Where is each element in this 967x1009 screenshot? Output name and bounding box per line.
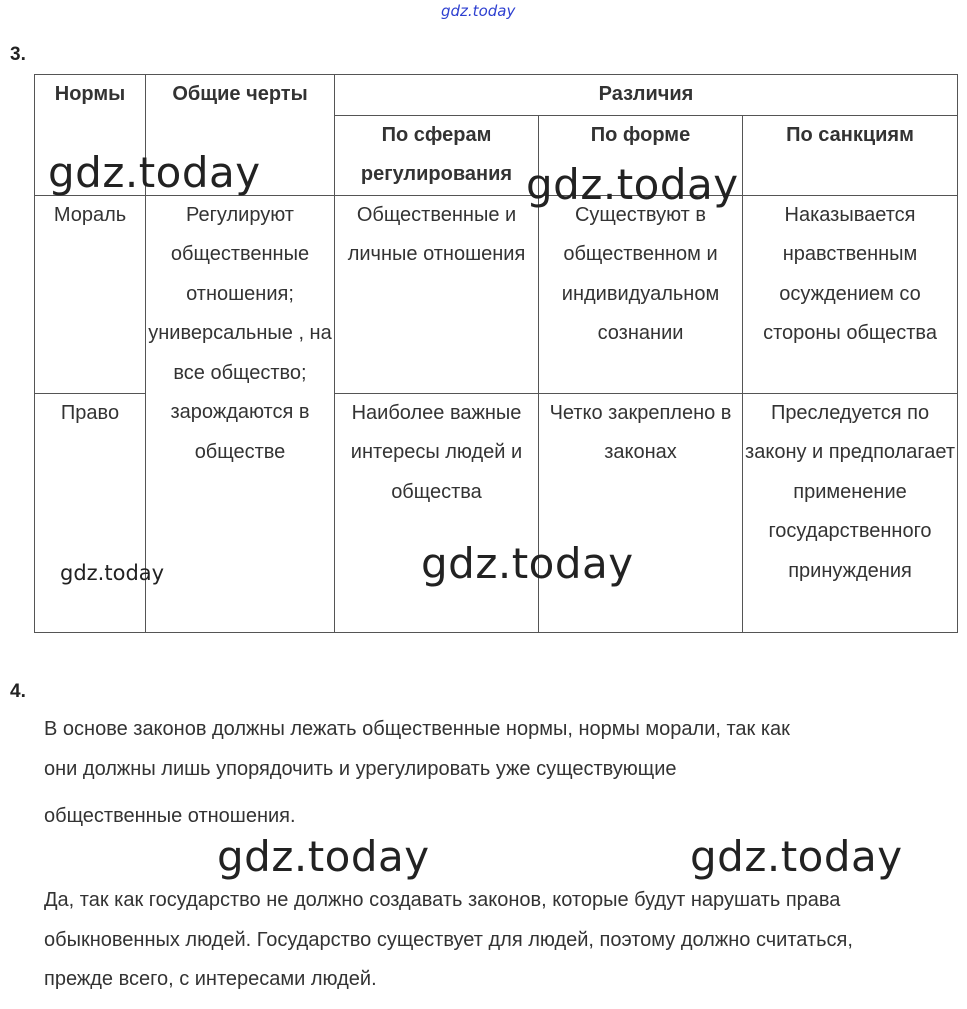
- watermark-answer-1: gdz.today: [217, 832, 430, 881]
- watermark-table-1: gdz.today: [48, 148, 261, 197]
- task-4-number: 4.: [10, 681, 26, 702]
- answer-paragraph-2: Да, так как государство не должно создавать законов, которые будут нарушать права обыкновенных людей. Государство существует для людей, поэтому должно считаться, прежде всего, с интересами людей.: [44, 889, 853, 990]
- watermark-table-2: gdz.today: [526, 160, 739, 209]
- header-differences: Различия: [335, 75, 958, 116]
- cell-morality-sphere: Общественные и личные отношения: [335, 195, 539, 393]
- answer-line-1: В основе законов должны лежать общественные нормы, нормы морали, так как: [44, 718, 790, 740]
- watermark-table-4: gdz.today: [421, 539, 634, 588]
- header-common-features: Общие черты: [146, 75, 335, 196]
- cell-law-sphere: Наиболее важные интересы людей и общества: [335, 393, 539, 632]
- cell-common-features: Регулируют общественные отношения; универсальные , на все общество; зарождаются в обществе: [146, 195, 335, 632]
- cell-law-form: Четко закреплено в законах: [539, 393, 743, 632]
- watermark-answer-2: gdz.today: [690, 832, 903, 881]
- task-3-number: 3.: [10, 44, 26, 65]
- cell-law-sanctions: Преследуется по закону и предполагает применение государственного принуждения: [743, 393, 958, 632]
- answer-line-2: они должны лишь упорядочить и урегулировать уже существующие: [44, 758, 677, 780]
- cell-norm-law: Право: [35, 393, 146, 632]
- cell-morality-sanctions: Наказывается нравственным осуждением со стороны общества: [743, 195, 958, 393]
- watermark-top: gdz.today: [441, 2, 516, 20]
- header-norms: Нормы: [35, 75, 146, 196]
- answer-line-3: общественные отношения.: [44, 805, 296, 827]
- cell-morality-form: Существуют в общественном и индивидуальном сознании: [539, 195, 743, 393]
- header-by-sphere: По сферам регулирования: [335, 115, 539, 195]
- header-by-sanctions: По санкциям: [743, 115, 958, 195]
- header-by-form: По форме: [539, 115, 743, 195]
- watermark-table-3: gdz.today: [60, 561, 165, 585]
- cell-norm-morality: Мораль: [35, 195, 146, 393]
